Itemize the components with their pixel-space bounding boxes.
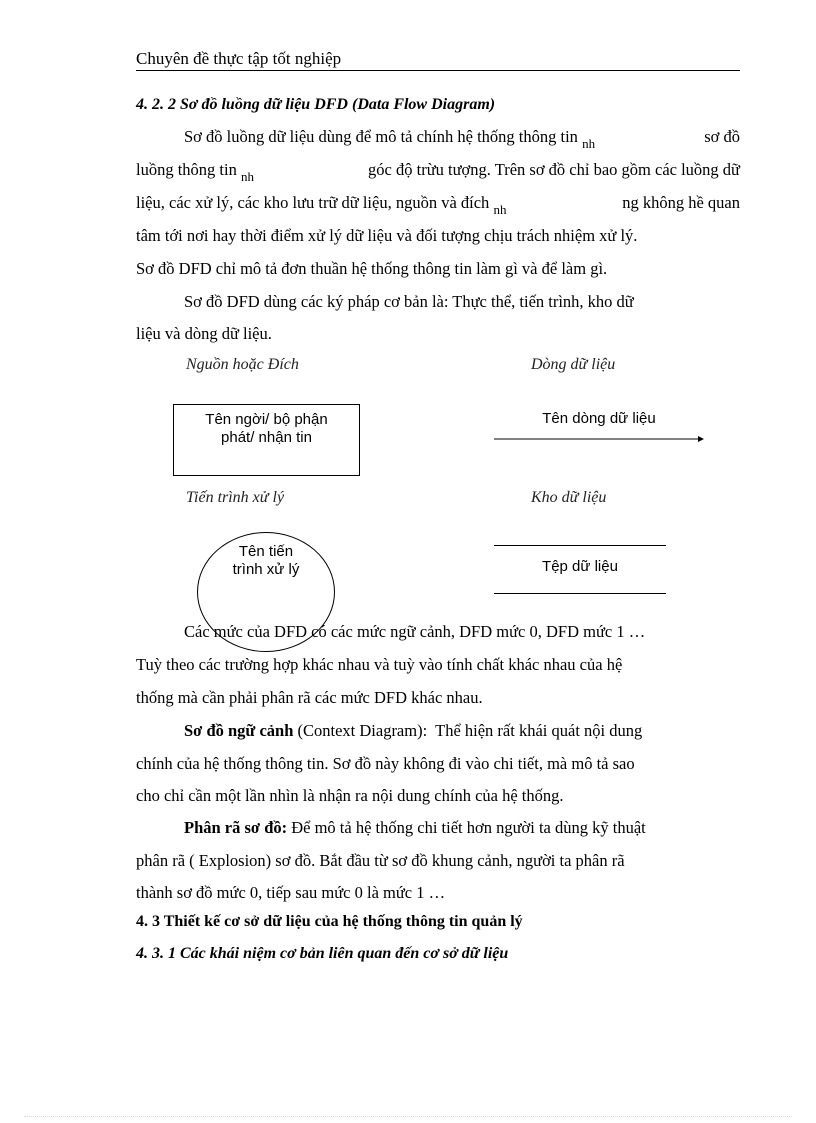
para1-l2-sub: nh <box>240 169 254 184</box>
page-bottom-divider <box>24 1116 792 1117</box>
section-heading-dfd: 4. 2. 2 Sơ đồ luồng dữ liệu DFD (Data Flow Diagram) <box>136 96 496 113</box>
para3-line2: Tuỳ theo các trường hợp khác nhau và tuỳ vào tính chất khác nhau của hệ <box>136 655 623 674</box>
para1-l1a: Sơ đồ luồng dữ liệu dùng để mô tả chính hệ thống thông tin <box>184 127 578 146</box>
para1-line5: Sơ đồ DFD chỉ mô tả đơn thuần hệ thống thông tin làm gì và để làm gì. <box>136 259 608 278</box>
para4-line1 <box>184 721 740 741</box>
para5-line1 <box>184 818 740 838</box>
para1-l1b: sơ đồ <box>704 127 740 146</box>
source-box-line2: phát/ nhận tin <box>221 429 312 446</box>
legend-store-label: Kho dữ liệu <box>531 489 607 506</box>
legend-flow-label: Dòng dữ liệu <box>531 356 616 373</box>
para1-l3a: liệu, các xử lý, các kho lưu trữ dữ liệu, nguồn và đích <box>136 193 490 212</box>
para4-bold: Sơ đồ ngữ cảnh <box>184 721 294 740</box>
para4-line2: chính của hệ thống thông tin. Sơ đồ này không đi vào chi tiết, mà mô tả sao <box>136 754 635 773</box>
page-header <box>136 48 740 71</box>
process-line2: trình xử lý <box>232 561 300 578</box>
para2-line2: liệu và dòng dữ liệu. <box>136 324 272 343</box>
para5-line3: thành sơ đồ mức 0, tiếp sau mức 0 là mức 1 … <box>136 883 446 902</box>
para3-line3: thống mà cần phải phân rã các mức DFD khác nhau. <box>136 688 483 707</box>
store-name: Tệp dữ liệu <box>542 558 618 575</box>
para1-line4: tâm tới nơi hay thời điểm xử lý dữ liệu và đối tượng chịu trách nhiệm xử lý. <box>136 226 638 245</box>
para4-line3: cho chỉ cần một lần nhìn là nhận ra nội dung chính của hệ thống. <box>136 786 564 805</box>
flow-arrow <box>492 433 708 445</box>
process-line1: Tên tiến <box>238 543 294 560</box>
source-entity-box <box>173 404 360 476</box>
para1-l2b: góc độ trừu tượng. Trên sơ đồ chỉ bao gồm các luồng dữ <box>368 160 740 179</box>
source-box-line1: Tên ngời/ bộ phận <box>205 411 328 428</box>
para1-l1-sub: nh <box>582 136 596 151</box>
section-heading-db-concepts: 4. 3. 1 Các khái niệm cơ bản liên quan đến cơ sở dữ liệu <box>136 945 509 962</box>
para5-line2: phân rã ( Explosion) sơ đồ. Bắt đầu từ sơ đồ khung cảnh, người ta phân rã <box>136 851 625 870</box>
flow-name: Tên dòng dữ liệu <box>542 410 656 427</box>
para1-line2 <box>136 160 740 184</box>
para1-l3-sub: nh <box>493 202 507 217</box>
store-top-line <box>494 545 666 546</box>
para1-l2a: luồng thông tin <box>136 160 237 179</box>
para1-line3 <box>136 193 740 217</box>
store-bottom-line <box>494 593 666 594</box>
header-title: Chuyên đề thực tập tốt nghiệp <box>136 49 342 68</box>
para4-l1-rest: (Context Diagram): Thể hiện rất khái quát nội dung <box>293 721 643 740</box>
para5-bold: Phân rã sơ đồ: <box>184 818 288 837</box>
para3-line1: Các mức của DFD có các mức ngữ cảnh, DFD mức 0, DFD mức 1 … <box>184 622 646 641</box>
para1-l3b: ng không hề quan <box>622 193 740 212</box>
legend-process-label: Tiến trình xử lý <box>186 489 285 506</box>
section-heading-db: 4. 3 Thiết kế cơ sở dữ liệu của hệ thống thông tin quản lý <box>136 913 523 930</box>
para1-line1 <box>184 127 740 151</box>
para5-l1-rest: Để mô tả hệ thống chi tiết hơn người ta dùng kỹ thuật <box>287 818 646 837</box>
legend-source-label: Nguồn hoặc Đích <box>186 356 299 373</box>
para2-line1: Sơ đồ DFD dùng các ký pháp cơ bản là: Thực thể, tiến trình, kho dữ <box>184 292 634 311</box>
